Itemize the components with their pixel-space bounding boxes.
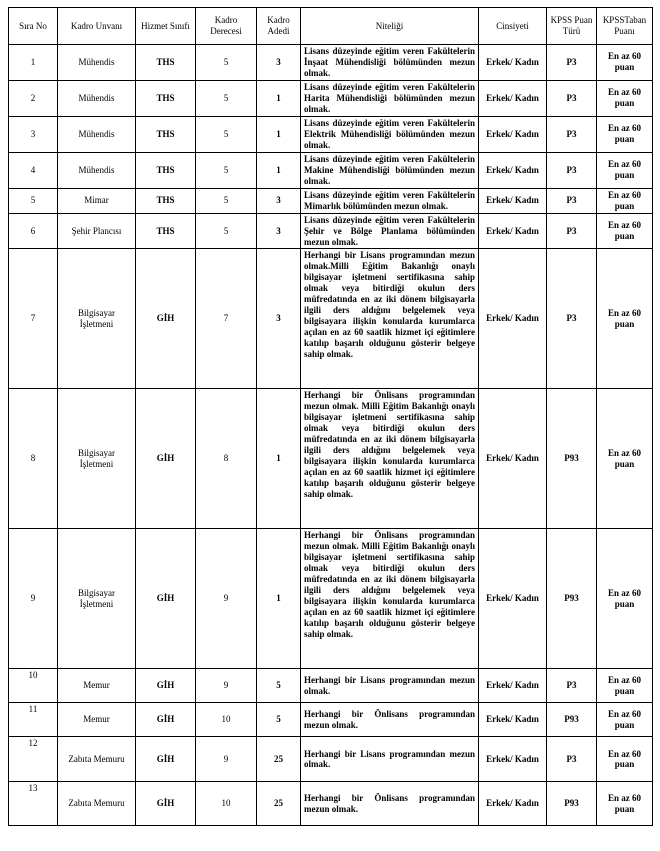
cell-sinif: GİH xyxy=(136,737,196,782)
cell-sinif: THS xyxy=(136,116,196,152)
cell-unvan: Mühendis xyxy=(58,80,136,116)
cell-puan-turu: P3 xyxy=(547,737,597,782)
cell-unvan: Zabıta Memuru xyxy=(58,737,136,782)
cell-taban: En az 60 puan xyxy=(597,249,653,389)
cell-nitelik: Lisans düzeyinde eğitim veren Fakültelerin Mimarlık bölümünden mezun olmak. xyxy=(301,188,479,213)
header-puan-turu: KPSS Puan Türü xyxy=(547,8,597,45)
cell-derece: 5 xyxy=(196,45,257,81)
header-adet: Kadro Adedi xyxy=(257,8,301,45)
cell-taban: En az 60 puan xyxy=(597,529,653,669)
kadro-table xyxy=(8,7,653,826)
cell-sira: 5 xyxy=(9,188,58,213)
cell-taban: En az 60 puan xyxy=(597,737,653,782)
cell-nitelik: Herhangi bir Önlisans programından mezun olmak. xyxy=(301,703,479,737)
table-row xyxy=(9,703,653,737)
cell-cinsiyet: Erkek/ Kadın xyxy=(479,529,547,669)
table-row xyxy=(9,737,653,782)
header-cinsiyet: Cinsiyeti xyxy=(479,8,547,45)
cell-derece: 7 xyxy=(196,249,257,389)
cell-nitelik: Herhangi bir Lisans programından mezun olmak. xyxy=(301,669,479,703)
cell-derece: 9 xyxy=(196,737,257,782)
cell-unvan: Mühendis xyxy=(58,116,136,152)
table-row xyxy=(9,188,653,213)
cell-taban: En az 60 puan xyxy=(597,389,653,529)
table-row xyxy=(9,389,653,529)
cell-adet: 1 xyxy=(257,116,301,152)
cell-cinsiyet: Erkek/ Kadın xyxy=(479,80,547,116)
cell-unvan: Şehir Plancısı xyxy=(58,213,136,249)
cell-taban: En az 60 puan xyxy=(597,782,653,826)
cell-sira: 11 xyxy=(9,703,58,737)
cell-unvan: Bilgisayar İşletmeni xyxy=(58,389,136,529)
cell-adet: 5 xyxy=(257,669,301,703)
cell-taban: En az 60 puan xyxy=(597,116,653,152)
cell-sira: 13 xyxy=(9,782,58,826)
cell-adet: 3 xyxy=(257,45,301,81)
cell-adet: 1 xyxy=(257,80,301,116)
cell-unvan: Mühendis xyxy=(58,45,136,81)
cell-sinif: GİH xyxy=(136,703,196,737)
cell-sinif: GİH xyxy=(136,249,196,389)
cell-taban: En az 60 puan xyxy=(597,703,653,737)
cell-adet: 25 xyxy=(257,737,301,782)
cell-unvan: Bilgisayar İşletmeni xyxy=(58,249,136,389)
cell-taban: En az 60 puan xyxy=(597,45,653,81)
cell-derece: 5 xyxy=(196,80,257,116)
cell-puan-turu: P3 xyxy=(547,188,597,213)
cell-sira: 12 xyxy=(9,737,58,782)
cell-sira: 6 xyxy=(9,213,58,249)
table-row xyxy=(9,152,653,188)
table-row xyxy=(9,80,653,116)
cell-puan-turu: P3 xyxy=(547,669,597,703)
table-row xyxy=(9,213,653,249)
cell-cinsiyet: Erkek/ Kadın xyxy=(479,782,547,826)
table-row xyxy=(9,529,653,669)
cell-taban: En az 60 puan xyxy=(597,213,653,249)
cell-sinif: THS xyxy=(136,152,196,188)
cell-sira: 8 xyxy=(9,389,58,529)
cell-unvan: Zabıta Memuru xyxy=(58,782,136,826)
cell-derece: 10 xyxy=(196,782,257,826)
cell-adet: 1 xyxy=(257,389,301,529)
cell-sira: 1 xyxy=(9,45,58,81)
cell-nitelik: Lisans düzeyinde eğitim veren Fakültelerin Şehir ve Bölge Planlama bölümünden mezun olmak. xyxy=(301,213,479,249)
cell-sinif: THS xyxy=(136,80,196,116)
cell-nitelik: Lisans düzeyinde eğitim veren Fakültelerin Elektrik Mühendisliği bölümünden mezun olmak. xyxy=(301,116,479,152)
cell-puan-turu: P93 xyxy=(547,389,597,529)
cell-derece: 5 xyxy=(196,152,257,188)
cell-sinif: GİH xyxy=(136,669,196,703)
header-sinif: Hizmet Sınıfı xyxy=(136,8,196,45)
header-nitelik: Niteliği xyxy=(301,8,479,45)
cell-adet: 3 xyxy=(257,213,301,249)
cell-sinif: THS xyxy=(136,188,196,213)
cell-sira: 2 xyxy=(9,80,58,116)
cell-cinsiyet: Erkek/ Kadın xyxy=(479,152,547,188)
cell-taban: En az 60 puan xyxy=(597,152,653,188)
cell-cinsiyet: Erkek/ Kadın xyxy=(479,213,547,249)
cell-cinsiyet: Erkek/ Kadın xyxy=(479,116,547,152)
table-row xyxy=(9,782,653,826)
cell-sira: 3 xyxy=(9,116,58,152)
header-sira: Sıra No xyxy=(9,8,58,45)
cell-derece: 5 xyxy=(196,116,257,152)
cell-puan-turu: P3 xyxy=(547,152,597,188)
cell-adet: 1 xyxy=(257,529,301,669)
cell-nitelik: Lisans düzeyinde eğitim veren Fakültelerin Harita Mühendisliği bölümünden mezun olmak. xyxy=(301,80,479,116)
cell-derece: 10 xyxy=(196,703,257,737)
cell-puan-turu: P93 xyxy=(547,703,597,737)
cell-puan-turu: P93 xyxy=(547,529,597,669)
cell-unvan: Mühendis xyxy=(58,152,136,188)
header-derece: Kadro Derecesi xyxy=(196,8,257,45)
cell-nitelik: Herhangi bir Lisans programından mezun olmak. xyxy=(301,737,479,782)
cell-adet: 1 xyxy=(257,152,301,188)
cell-cinsiyet: Erkek/ Kadın xyxy=(479,389,547,529)
cell-puan-turu: P3 xyxy=(547,213,597,249)
cell-adet: 3 xyxy=(257,188,301,213)
cell-sinif: GİH xyxy=(136,782,196,826)
cell-sinif: THS xyxy=(136,45,196,81)
cell-cinsiyet: Erkek/ Kadın xyxy=(479,737,547,782)
cell-nitelik: Herhangi bir Önlisans programından mezun olmak. Milli Eğitim Bakanlığı onaylı bilgisayar işletmeni sertifikasına sahip olmak veya bitirdiği okulun ders müfredatında en az iki dönem bilgisayarla ilgili ders aldığını belgelemek veya bilgisayara ilişkin konularda kurumlarca açılan en az 60 saatlik hizmet içi eğitimlere katılıp başarılı olduğunu gösterir belgeye sahip olmak. xyxy=(301,389,479,529)
table-body xyxy=(9,45,653,826)
cell-derece: 5 xyxy=(196,188,257,213)
cell-cinsiyet: Erkek/ Kadın xyxy=(479,669,547,703)
cell-cinsiyet: Erkek/ Kadın xyxy=(479,249,547,389)
table-header-row xyxy=(9,8,653,45)
cell-sira: 4 xyxy=(9,152,58,188)
header-taban: KPSSTaban Puanı xyxy=(597,8,653,45)
cell-cinsiyet: Erkek/ Kadın xyxy=(479,703,547,737)
cell-nitelik: Lisans düzeyinde eğitim veren Fakültelerin Makine Mühendisliği bölümünden mezun olmak. xyxy=(301,152,479,188)
cell-puan-turu: P3 xyxy=(547,249,597,389)
cell-derece: 5 xyxy=(196,213,257,249)
cell-adet: 5 xyxy=(257,703,301,737)
cell-puan-turu: P3 xyxy=(547,45,597,81)
cell-nitelik: Lisans düzeyinde eğitim veren Fakültelerin İnşaat Mühendisliği bölümünden mezun olmak. xyxy=(301,45,479,81)
cell-unvan: Memur xyxy=(58,669,136,703)
cell-sira: 9 xyxy=(9,529,58,669)
cell-derece: 9 xyxy=(196,529,257,669)
table-row xyxy=(9,249,653,389)
cell-cinsiyet: Erkek/ Kadın xyxy=(479,188,547,213)
cell-sira: 10 xyxy=(9,669,58,703)
cell-puan-turu: P93 xyxy=(547,782,597,826)
cell-taban: En az 60 puan xyxy=(597,80,653,116)
cell-sinif: GİH xyxy=(136,529,196,669)
cell-nitelik: Herhangi bir Önlisans programından mezun olmak. xyxy=(301,782,479,826)
cell-sinif: GİH xyxy=(136,389,196,529)
table-row xyxy=(9,116,653,152)
cell-unvan: Mimar xyxy=(58,188,136,213)
cell-adet: 3 xyxy=(257,249,301,389)
cell-derece: 8 xyxy=(196,389,257,529)
table-row xyxy=(9,669,653,703)
cell-unvan: Bilgisayar İşletmeni xyxy=(58,529,136,669)
cell-puan-turu: P3 xyxy=(547,116,597,152)
cell-cinsiyet: Erkek/ Kadın xyxy=(479,45,547,81)
cell-sira: 7 xyxy=(9,249,58,389)
cell-adet: 25 xyxy=(257,782,301,826)
document-page xyxy=(8,7,653,826)
table-row xyxy=(9,45,653,81)
cell-nitelik: Herhangi bir Önlisans programından mezun olmak. Milli Eğitim Bakanlığı onaylı bilgisayar işletmeni sertifikasına sahip olmak veya bitirdiği okulun ders müfredatında en az iki dönem bilgisayarla ilgili ders aldığını belgelemek veya bilgisayara ilişkin konularda kurumlarca açılan en az 60 saatlik hizmet içi eğitimlere katılıp başarılı olduğunu gösterir belgeye sahip olmak. xyxy=(301,529,479,669)
header-unvan: Kadro Unvanı xyxy=(58,8,136,45)
cell-taban: En az 60 puan xyxy=(597,188,653,213)
cell-nitelik: Herhangi bir Lisans programından mezun olmak.Milli Eğitim Bakanlığı onaylı bilgisayar işletmeni sertifikasına sahip olmak veya bitirdiği okulun ders müfredatında en az iki dönem bilgisayarla ilgili ders aldığını belgelemek veya bilgisayara ilişkin konularda kurumlarca açılan en az 60 saatlik hizmet içi eğitimlere katılıp başarılı olduğunu gösterir belgeye sahip olmak. xyxy=(301,249,479,389)
cell-sinif: THS xyxy=(136,213,196,249)
cell-taban: En az 60 puan xyxy=(597,669,653,703)
cell-puan-turu: P3 xyxy=(547,80,597,116)
cell-unvan: Memur xyxy=(58,703,136,737)
cell-derece: 9 xyxy=(196,669,257,703)
